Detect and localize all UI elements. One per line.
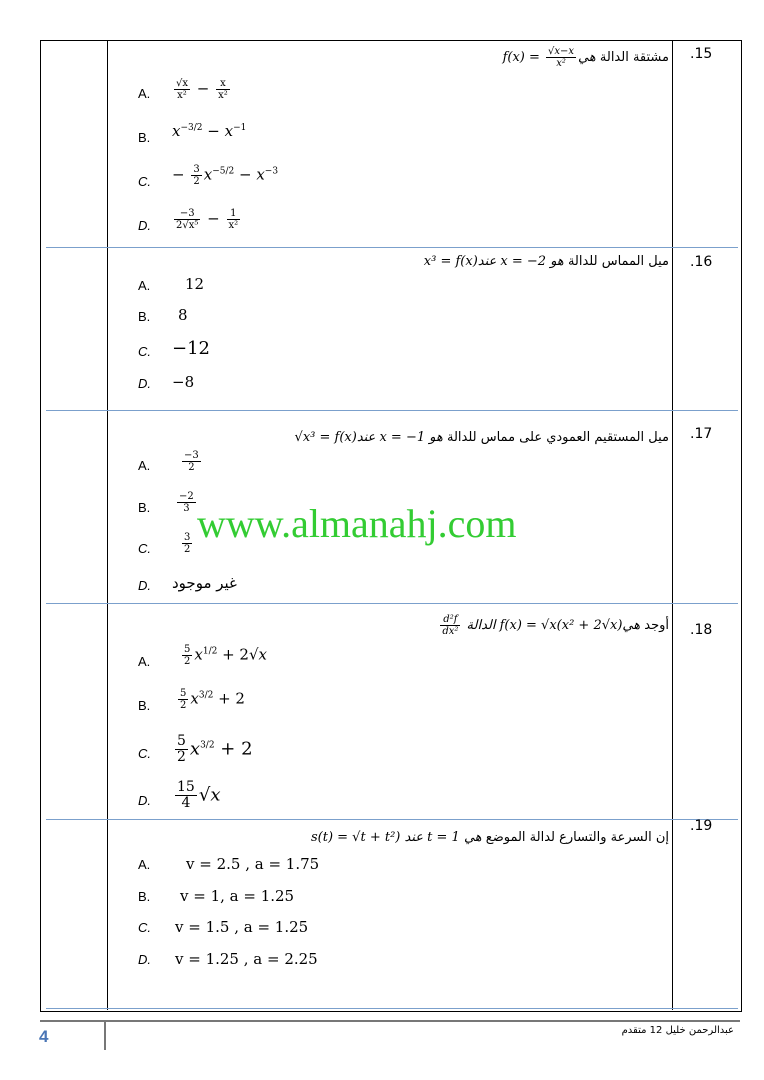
option-letter: D. xyxy=(138,793,151,808)
left-column-divider xyxy=(107,40,108,1010)
option-value[interactable]: $\frac{3}{2}$ xyxy=(184,532,191,555)
option-letter: D. xyxy=(138,952,151,967)
footer-divider xyxy=(40,1020,740,1022)
option-letter: D. xyxy=(138,376,151,391)
question-text: ميل المماس للدالة x³ = f(x)عند x = −2 هو xyxy=(423,254,669,269)
option-value[interactable]: v = 2.5 , a = 1.75 xyxy=(186,855,320,873)
option-value[interactable]: $\frac{√x}{\text{x²}}$ − $\frac{x}{\text{x²}}$ xyxy=(176,78,228,101)
option-letter: A. xyxy=(138,86,151,101)
question-text: إن السرعة والتسارع لدالة الموضع s(t) = √t + t²) عند t = 1 هي xyxy=(310,830,669,845)
question-number: .17 xyxy=(690,426,713,442)
option-letter: C. xyxy=(138,746,151,761)
question-text: ميل المستقيم العمودي على مماس للدالة √x³ = f(x)عند x = −1 هو xyxy=(294,430,669,445)
question-number: .19 xyxy=(690,818,713,834)
option-letter: A. xyxy=(138,857,151,872)
option-value[interactable]: غير موجود xyxy=(172,574,237,592)
option-value[interactable]: −12 xyxy=(172,338,210,359)
footer-tick xyxy=(104,1022,106,1050)
question-number: .16 xyxy=(690,254,713,270)
option-letter: D. xyxy=(138,578,151,593)
watermark: www.almanahj.com xyxy=(197,501,517,546)
option-letter: A. xyxy=(138,278,151,293)
question-separator xyxy=(46,1008,738,1009)
page-number: 4 xyxy=(39,1027,49,1046)
option-value[interactable]: v = 1.25 , a = 2.25 xyxy=(175,950,318,968)
option-value[interactable]: $\frac{5}{2}$ $x^{3/2} + 2$ xyxy=(177,733,253,765)
option-letter: C. xyxy=(138,920,151,935)
question-separator xyxy=(46,819,738,820)
option-value[interactable]: −8 xyxy=(172,373,195,391)
option-value[interactable]: 12 xyxy=(185,275,205,293)
option-value[interactable]: 8 xyxy=(178,306,188,324)
question-number: .18 xyxy=(690,622,713,638)
right-column-divider xyxy=(672,40,673,1010)
option-letter: B. xyxy=(138,130,151,145)
option-value[interactable]: v = 1.5 , a = 1.25 xyxy=(175,918,309,936)
question-separator xyxy=(46,247,738,248)
question-separator xyxy=(46,410,738,411)
option-value[interactable]: $\frac{-2}{3}$ xyxy=(179,491,194,514)
question-number: .15 xyxy=(690,46,713,62)
option-letter: B. xyxy=(138,309,151,324)
option-value[interactable]: $x^{-3/2} - x^{-1}$ xyxy=(172,122,247,140)
question-text: أوجد $\frac{\text{d²f}}{\text{dx²}}$ الدالة f(x) = √x(x² + 2√x)هي xyxy=(442,614,669,637)
option-value[interactable]: $\frac{15}{4}$ √x xyxy=(177,779,221,811)
option-letter: C. xyxy=(138,541,151,556)
option-letter: D. xyxy=(138,218,151,233)
question-separator xyxy=(46,603,738,604)
option-letter: B. xyxy=(138,500,151,515)
option-letter: B. xyxy=(138,889,151,904)
option-value[interactable]: $\frac{-3}{2}$ xyxy=(184,450,199,473)
option-letter: A. xyxy=(138,654,151,669)
option-value[interactable]: v = 1, a = 1.25 xyxy=(180,887,295,905)
option-value[interactable]: − $\frac{3}{2}$ $x^{-5/2} - x^{-3}$ xyxy=(172,164,279,187)
footer-author: عبدالرحمن خليل 12 متقدم xyxy=(621,1025,734,1036)
option-value[interactable]: $\frac{-3}{\text{2√x⁵}}$ − $\frac{1}{\text{x²}}$ xyxy=(176,208,239,231)
option-letter: C. xyxy=(138,344,151,359)
option-value[interactable]: $\frac{5}{2}$ $x^{3/2} + 2$ xyxy=(180,688,245,711)
option-letter: A. xyxy=(138,458,151,473)
option-letter: B. xyxy=(138,698,151,713)
option-value[interactable]: $\frac{5}{2}$ $x^{1/2} + 2√x$ xyxy=(184,644,268,667)
option-letter: C. xyxy=(138,174,151,189)
question-text: مشتقة الدالة f(x) = $\frac{√x-x}{\text{x²}}$ هي xyxy=(502,46,669,69)
